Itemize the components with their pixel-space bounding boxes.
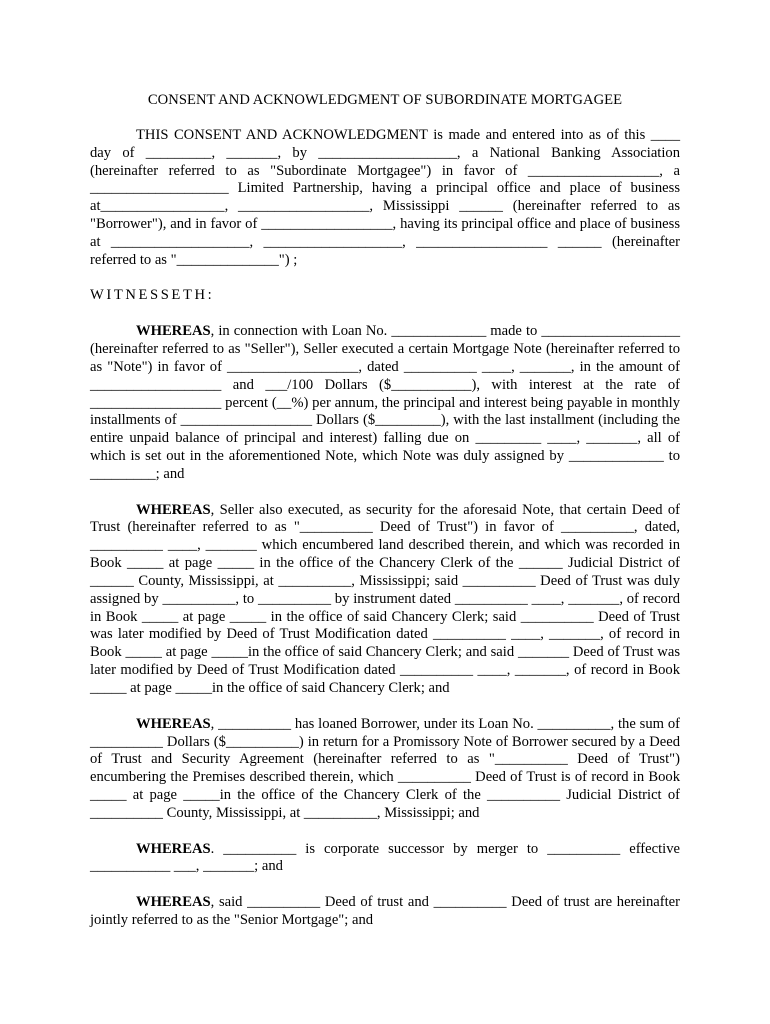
whereas-paragraph-5 bbox=[90, 894, 680, 930]
whereas-label: WHEREAS bbox=[136, 323, 211, 340]
whereas-paragraph-3 bbox=[90, 716, 680, 823]
whereas-label: WHEREAS bbox=[136, 501, 211, 518]
whereas-paragraph-4 bbox=[90, 841, 680, 877]
document-page bbox=[90, 92, 680, 930]
whereas-text-2: , Seller also executed, as security for the aforesaid Note, that certain Deed of Trust (hereinafter referred to as "__________ Deed of Trust") in favor of __________, dated, __________ ____, _______ which encumbered land described therein, and which was recorded in Book _____ at page _____ in the office of the Chancery Clerk of the ______ Judicial District of ______ County, Mississippi, at __________, Mississippi; said __________ Deed of Trust was duly assigned by __________, to __________ by instrument dated __________ ____, _______, of record in Book _____ at page _____ in the office of said Chancery Clerk; said __________ Deed of Trust was later modified by Deed of Trust Modification dated __________ ____, _______, of record in Book _____ at page _____in the office of said Chancery Clerk; and said _______ Deed of Trust was later modified by Deed of Trust Modification dated __________ ____, _______, of record in Book _____ at page _____in the office of said Chancery Clerk; and bbox=[90, 501, 680, 696]
document-title: CONSENT AND ACKNOWLEDGMENT OF SUBORDINATE MORTGAGEE bbox=[147, 92, 623, 108]
whereas-text-3: , __________ has loaned Borrower, under its Loan No. __________, the sum of __________ Dollars ($__________) in return for a Promissory Note of Borrower secured by a Deed of Trust and Security Agreement (hereinafter referred to as "__________ Deed of Trust") encumbering the Premises described therein, which __________ Deed of Trust is of record in Book _____ at page _____in the office of the Chancery Clerk of the __________ Judicial District of __________ County, Mississippi, at __________, Mississippi; and bbox=[90, 715, 680, 821]
intro-paragraph: THIS CONSENT AND ACKNOWLEDGMENT is made and entered into as of this ____ day of _________, _______, by ___________________, a National Banking Association (hereinafter referred to as "Subordinate Mortgagee") in favor of __________________, a ___________________ Limited Partnership, having a principal office and place of business at_________________, __________________, Mississippi ______ (hereinafter referred to as "Borrower"), and in favor of __________________, having its principal office and place of business at ___________________, ___________________, __________________ ______ (hereinafter referred to as "______________") ; bbox=[90, 126, 680, 268]
whereas-label: WHEREAS bbox=[136, 894, 211, 911]
whereas-paragraph-2 bbox=[90, 502, 680, 698]
whereas-paragraph-1 bbox=[90, 323, 680, 484]
whereas-label: WHEREAS bbox=[136, 840, 211, 857]
whereas-text-5: , said __________ Deed of trust and __________ Deed of trust are hereinafter jointly referred to as the "Senior Mortgage"; and bbox=[90, 894, 680, 928]
whereas-text-1: , in connection with Loan No. _____________ made to ___________________ (hereinafter referred to as "Seller"), Seller executed a certain Mortgage Note (hereinafter referred to as "Note") in favor of __________________, dated __________ ____, _______, in the amount of __________________ and ___/100 Dollars ($___________), with interest at the rate of __________________ percent (__%) per annum, the principal and interest being payable in monthly installments of __________________ Dollars ($_________), with the last installment (including the entire unpaid balance of principal and interest) falling due on _________ ____, _______, all of which is set out in the aforementioned Note, which Note was duly assigned by _____________ to _________; and bbox=[90, 323, 680, 482]
witnesseth-heading: WITNESSETH: bbox=[90, 287, 215, 304]
whereas-text-4: . __________ is corporate successor by merger to __________ effective ___________ ___, _______; and bbox=[90, 840, 680, 875]
whereas-label: WHEREAS bbox=[136, 715, 211, 732]
